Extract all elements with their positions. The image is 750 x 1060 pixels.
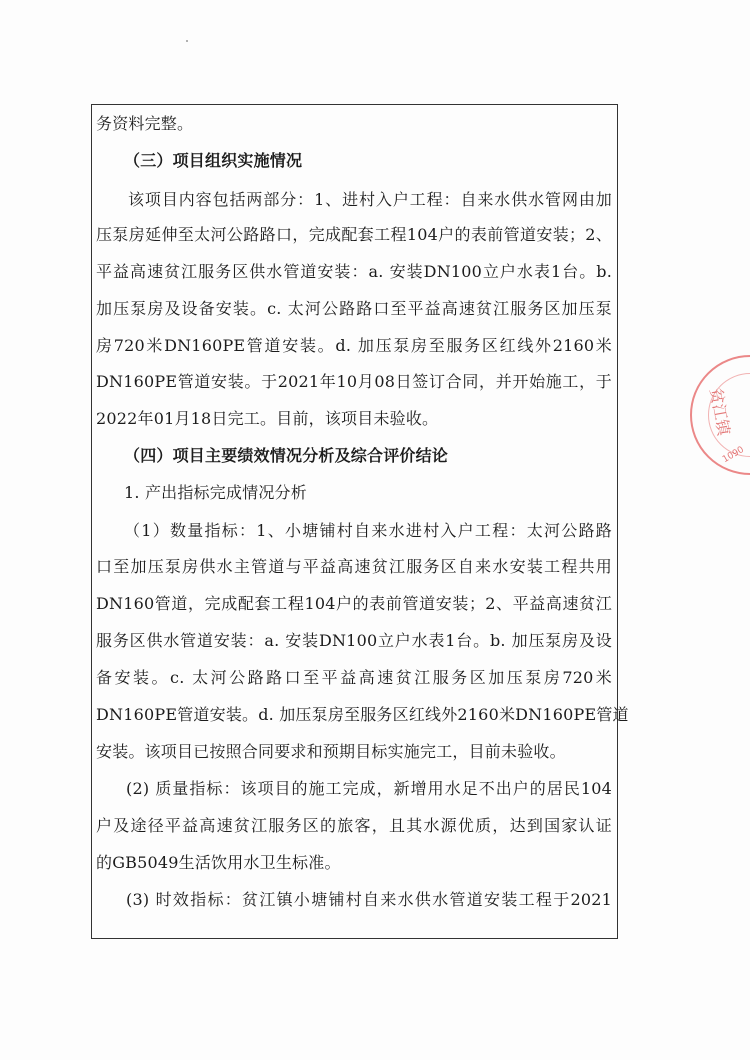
- seal-number: 1090: [721, 444, 746, 466]
- body-line: 2022年01月18日完工。目前，该项目未验收。: [96, 409, 439, 428]
- body-line: 口至加压泵房供水主管道与平益高速贫江服务区自来水安装工程共用: [96, 557, 612, 576]
- seal-text: 贫江镇: [706, 386, 734, 438]
- body-line: (3) 时效指标：贫江镇小塘铺村自来水供水管道安装工程于2021: [126, 890, 612, 909]
- body-line: 压泵房延伸至太河公路路口，完成配套工程104户的表前管道安装；2、: [96, 225, 612, 244]
- body-line: 平益高速贫江服务区供水管道安装：a. 安装DN100立户水表1台。b.: [96, 262, 612, 281]
- body-line: 服务区供水管道安装：a. 安装DN100立户水表1台。b. 加压泵房及设: [96, 631, 612, 650]
- body-line: 的GB5049生活饮用水卫生标准。: [96, 853, 341, 872]
- body-line: 务资料完整。: [96, 114, 194, 133]
- scan-speck: [186, 40, 188, 42]
- body-line: DN160PE管道安装。d. 加压泵房至服务区红线外2160米DN160PE管道: [96, 705, 629, 724]
- body-line: 加压泵房及设备安装。c. 太河公路路口至平益高速贫江服务区加压泵: [96, 299, 612, 318]
- body-line: DN160管道，完成配套工程104户的表前管道安装；2、平益高速贫江: [96, 594, 612, 613]
- body-line: （1）数量指标：1、小塘铺村自来水进村入户工程：太河公路路: [124, 521, 612, 540]
- body-line: 户及途径平益高速贫江服务区的旅客，且其水源优质，达到国家认证: [96, 816, 612, 835]
- body-line: 房720米DN160PE管道安装。d. 加压泵房至服务区红线外2160米: [96, 336, 612, 355]
- subsection-heading: 1. 产出指标完成情况分析: [124, 483, 307, 502]
- body-line: DN160PE管道安装。于2021年10月08日签订合同，并开始施工，于: [96, 372, 612, 391]
- section-heading: （四）项目主要绩效情况分析及综合评价结论: [124, 446, 449, 465]
- body-line: 备安装。c. 太河公路路口至平益高速贫江服务区加压泵房720米: [96, 668, 612, 687]
- body-line: 该项目内容包括两部分：1、进村入户工程：自来水供水管网由加: [128, 190, 612, 209]
- body-line: (2) 质量指标：该项目的施工完成，新增用水足不出户的居民104: [126, 779, 612, 798]
- body-line: 安装。该项目已按照合同要求和预期目标实施完工，目前未验收。: [96, 742, 566, 761]
- section-heading: （三）项目组织实施情况: [124, 151, 303, 170]
